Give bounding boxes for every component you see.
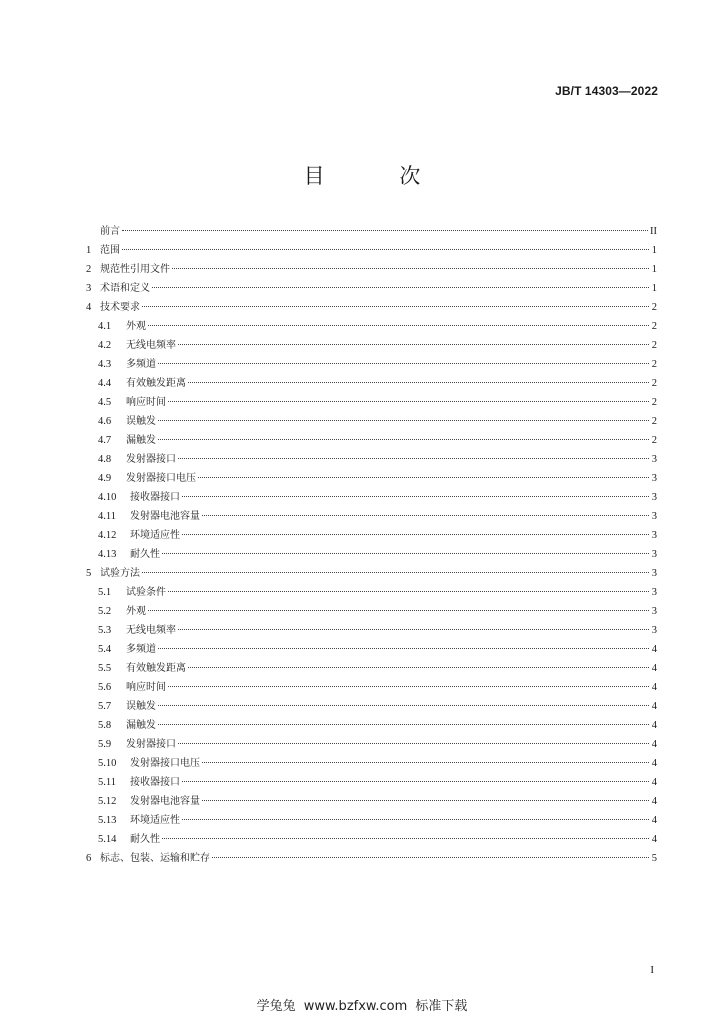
toc-entry[interactable]: [86, 507, 657, 526]
toc-entry-number: 5.13: [98, 815, 117, 826]
toc-entry-title: 误触发: [126, 416, 156, 427]
toc-entry-title: 有效触发距离: [126, 378, 186, 389]
toc-entry-title: 响应时间: [126, 682, 166, 693]
toc-entry-title: 发射器接口: [126, 739, 176, 750]
toc-dot-leader: [182, 819, 649, 820]
table-of-contents: [86, 222, 657, 868]
toc-entry-title: 接收器接口: [130, 777, 180, 788]
toc-dot-leader: [178, 743, 649, 744]
toc-entry-page: 2: [651, 359, 657, 370]
toc-entry-title: 发射器电池容量: [130, 796, 200, 807]
toc-entry-page: 5: [651, 853, 657, 864]
toc-entry-page: 4: [651, 663, 657, 674]
toc-entry[interactable]: [86, 545, 657, 564]
toc-entry-page: 3: [651, 625, 657, 636]
toc-dot-leader: [182, 496, 649, 497]
toc-entry[interactable]: [86, 393, 657, 412]
toc-entry-title: 多频道: [126, 359, 156, 370]
toc-entry[interactable]: [86, 222, 657, 241]
toc-entry[interactable]: [86, 811, 657, 830]
toc-entry-number: 5.9: [98, 739, 112, 750]
toc-entry-title: 发射器电池容量: [130, 511, 200, 522]
toc-entry-page: 2: [651, 416, 657, 427]
toc-entry-number: 4.8: [98, 454, 112, 465]
toc-entry-page: 3: [651, 530, 657, 541]
toc-entry-title: 有效触发距离: [126, 663, 186, 674]
toc-entry-title: 发射器接口: [126, 454, 176, 465]
toc-entry-title: 范围: [100, 245, 120, 256]
toc-entry[interactable]: [86, 659, 657, 678]
toc-dot-leader: [122, 249, 649, 250]
toc-dot-leader: [148, 610, 649, 611]
toc-entry-page: 2: [651, 321, 657, 332]
toc-entry-title: 多频道: [126, 644, 156, 655]
toc-entry-number: 5.6: [98, 682, 112, 693]
toc-entry-number: 5.8: [98, 720, 112, 731]
toc-entry-title: 漏触发: [126, 435, 156, 446]
toc-entry-page: 4: [651, 720, 657, 731]
toc-entry[interactable]: [86, 849, 657, 868]
toc-entry[interactable]: [86, 621, 657, 640]
toc-entry-number: 5.1: [98, 587, 112, 598]
toc-entry[interactable]: [86, 792, 657, 811]
toc-entry-number: 1: [86, 245, 92, 256]
toc-entry-number: 3: [86, 283, 92, 294]
toc-entry-title: 环境适应性: [130, 815, 180, 826]
toc-entry-page: 4: [651, 644, 657, 655]
toc-entry[interactable]: [86, 412, 657, 431]
toc-entry[interactable]: [86, 564, 657, 583]
toc-dot-leader: [162, 838, 649, 839]
toc-entry-page: 1: [651, 264, 657, 275]
toc-entry[interactable]: [86, 279, 657, 298]
toc-dot-leader: [158, 439, 649, 440]
toc-entry-number: 5.10: [98, 758, 117, 769]
toc-entry-title: 响应时间: [126, 397, 166, 408]
toc-entry-page: II: [650, 226, 657, 237]
toc-entry-page: 4: [651, 758, 657, 769]
toc-entry[interactable]: [86, 773, 657, 792]
toc-dot-leader: [148, 325, 649, 326]
toc-entry-title: 试验方法: [100, 568, 140, 579]
toc-entry[interactable]: [86, 355, 657, 374]
toc-dot-leader: [178, 629, 649, 630]
toc-entry[interactable]: [86, 317, 657, 336]
toc-dot-leader: [178, 458, 649, 459]
toc-entry-title: 试验条件: [126, 587, 166, 598]
toc-entry[interactable]: [86, 374, 657, 393]
toc-entry-page: 4: [651, 682, 657, 693]
toc-dot-leader: [212, 857, 649, 858]
toc-dot-leader: [158, 363, 649, 364]
toc-entry-title: 无线电频率: [126, 625, 176, 636]
toc-entry[interactable]: [86, 754, 657, 773]
toc-entry-title: 耐久性: [130, 834, 160, 845]
toc-entry[interactable]: [86, 602, 657, 621]
toc-entry-number: 4.3: [98, 359, 112, 370]
toc-entry-title: 发射器接口电压: [130, 758, 200, 769]
toc-dot-leader: [198, 477, 649, 478]
toc-entry-number: 4.7: [98, 435, 112, 446]
toc-entry-page: 4: [651, 701, 657, 712]
toc-entry-number: 4.5: [98, 397, 112, 408]
toc-entry-number: 5.12: [98, 796, 117, 807]
toc-entry-title: 术语和定义: [100, 283, 150, 294]
toc-entry[interactable]: [86, 716, 657, 735]
toc-entry[interactable]: [86, 336, 657, 355]
toc-entry[interactable]: [86, 735, 657, 754]
toc-entry-page: 3: [651, 511, 657, 522]
toc-dot-leader: [152, 287, 649, 288]
toc-dot-leader: [188, 667, 649, 668]
toc-dot-leader: [172, 268, 649, 269]
toc-entry[interactable]: [86, 469, 657, 488]
watermark-text: 学兔兔 www.bzfxw.com 标准下载: [256, 999, 468, 1014]
toc-entry-page: 3: [651, 587, 657, 598]
toc-entry-title: 规范性引用文件: [100, 264, 170, 275]
toc-entry-number: 5.14: [98, 834, 117, 845]
toc-entry-number: 4: [86, 302, 92, 313]
toc-entry-number: 4.2: [98, 340, 112, 351]
toc-entry-number: 4.4: [98, 378, 112, 389]
toc-entry[interactable]: [86, 241, 657, 260]
toc-dot-leader: [188, 382, 649, 383]
toc-entry-number: 2: [86, 264, 92, 275]
toc-entry-page: 3: [651, 568, 657, 579]
toc-entry-number: 4.11: [98, 511, 116, 522]
toc-entry[interactable]: [86, 583, 657, 602]
toc-entry-page: 1: [651, 283, 657, 294]
toc-entry-page: 3: [651, 473, 657, 484]
toc-entry-page: 4: [651, 739, 657, 750]
standard-code: JB/T 14303—2022: [555, 84, 658, 98]
toc-entry-title: 技术要求: [100, 302, 140, 313]
toc-entry[interactable]: [86, 640, 657, 659]
toc-entry-title: 漏触发: [126, 720, 156, 731]
toc-entry[interactable]: [86, 830, 657, 849]
toc-dot-leader: [168, 401, 649, 402]
toc-entry-page: 2: [651, 340, 657, 351]
toc-entry-number: 4.1: [98, 321, 112, 332]
toc-dot-leader: [158, 648, 649, 649]
page-title: 目 次: [303, 164, 455, 188]
toc-dot-leader: [162, 553, 649, 554]
toc-dot-leader: [158, 420, 649, 421]
toc-entry-number: 5.2: [98, 606, 112, 617]
toc-dot-leader: [202, 515, 649, 516]
toc-dot-leader: [158, 724, 649, 725]
toc-entry-title: 标志、包装、运输和贮存: [100, 853, 210, 864]
toc-entry-page: 4: [651, 834, 657, 845]
toc-entry[interactable]: [86, 260, 657, 279]
toc-dot-leader: [168, 591, 649, 592]
toc-entry-title: 耐久性: [130, 549, 160, 560]
toc-entry-number: 5.3: [98, 625, 112, 636]
toc-entry-number: 5.5: [98, 663, 112, 674]
toc-entry-page: 4: [651, 815, 657, 826]
toc-entry-title: 外观: [126, 321, 146, 332]
toc-dot-leader: [142, 306, 649, 307]
toc-entry[interactable]: [86, 450, 657, 469]
toc-entry[interactable]: [86, 526, 657, 545]
toc-entry-number: 5.4: [98, 644, 112, 655]
page-number: I: [650, 964, 654, 976]
toc-entry-number: 5.11: [98, 777, 116, 788]
toc-entry-page: 3: [651, 549, 657, 560]
toc-dot-leader: [168, 686, 649, 687]
toc-entry[interactable]: [86, 488, 657, 507]
toc-entry[interactable]: [86, 678, 657, 697]
toc-entry-page: 2: [651, 397, 657, 408]
toc-entry-page: 2: [651, 378, 657, 389]
toc-entry-title: 发射器接口电压: [126, 473, 196, 484]
toc-entry-page: 3: [651, 606, 657, 617]
toc-entry-page: 1: [651, 245, 657, 256]
toc-entry-page: 2: [651, 435, 657, 446]
toc-dot-leader: [142, 572, 649, 573]
toc-entry-page: 2: [651, 302, 657, 313]
toc-dot-leader: [122, 230, 648, 231]
toc-dot-leader: [202, 800, 649, 801]
toc-entry-title: 外观: [126, 606, 146, 617]
toc-entry-title: 环境适应性: [130, 530, 180, 541]
toc-entry-number: 4.13: [98, 549, 117, 560]
toc-entry[interactable]: [86, 697, 657, 716]
toc-dot-leader: [182, 781, 649, 782]
toc-entry-number: 5: [86, 568, 92, 579]
toc-dot-leader: [202, 762, 649, 763]
toc-entry-page: 4: [651, 796, 657, 807]
toc-dot-leader: [178, 344, 649, 345]
toc-entry-number: 5.7: [98, 701, 112, 712]
toc-entry-number: 4.10: [98, 492, 117, 503]
toc-entry-title: 接收器接口: [130, 492, 180, 503]
toc-entry-title: 无线电频率: [126, 340, 176, 351]
toc-entry-number: 4.12: [98, 530, 117, 541]
toc-entry[interactable]: [86, 431, 657, 450]
toc-entry-page: 4: [651, 777, 657, 788]
toc-entry-title: 前言: [100, 226, 120, 237]
toc-entry-number: 6: [86, 853, 92, 864]
toc-dot-leader: [158, 705, 649, 706]
toc-entry-page: 3: [651, 454, 657, 465]
toc-entry-title: 误触发: [126, 701, 156, 712]
toc-entry-number: 4.9: [98, 473, 112, 484]
toc-dot-leader: [182, 534, 649, 535]
toc-entry[interactable]: [86, 298, 657, 317]
toc-entry-number: 4.6: [98, 416, 112, 427]
toc-entry-page: 3: [651, 492, 657, 503]
